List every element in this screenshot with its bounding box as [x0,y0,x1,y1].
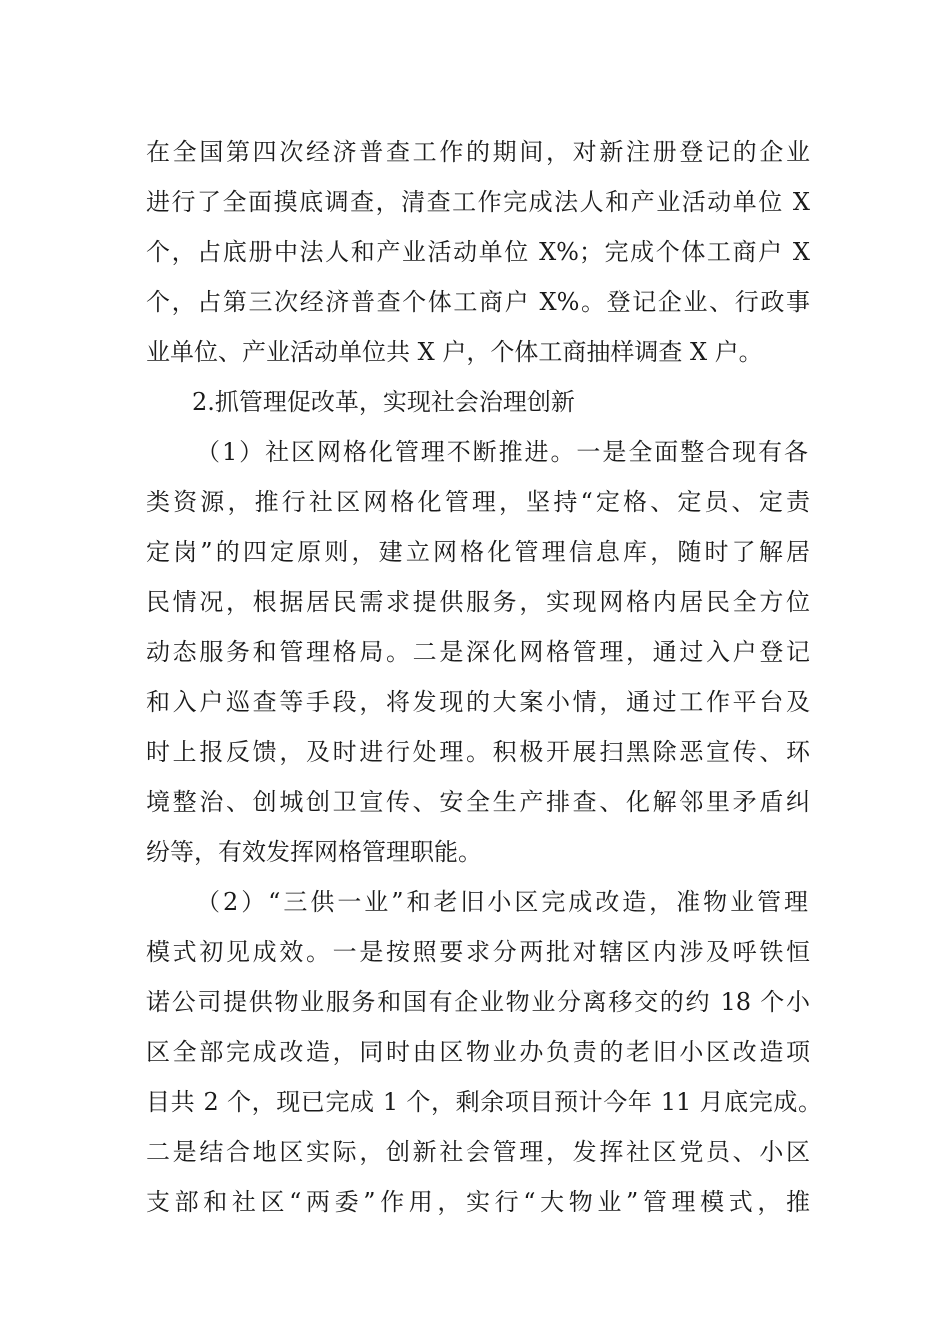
text-line: 进行了全面摸底调查，清查工作完成法人和产业活动单位 X [146,188,810,216]
text-line: 境整治、创城创卫宣传、安全生产排查、化解邻里矛盾纠 [146,788,810,816]
section-heading: 2.抓管理促改革，实现社会治理创新 [192,388,575,416]
text-line: 动态服务和管理格局。二是深化网格管理，通过入户登记 [146,638,810,666]
text-line: 个，占底册中法人和产业活动单位 X%；完成个体工商户 X [146,238,810,266]
text-line: 个，占第三次经济普查个体工商户 X%。登记企业、行政事 [146,288,810,316]
text-line: 时上报反馈，及时进行处理。积极开展扫黑除恶宣传、环 [146,738,810,766]
text-line: 在全国第四次经济普查工作的期间，对新注册登记的企业 [146,138,810,166]
text-line: （2）“三供一业”和老旧小区完成改造，准物业管理 [196,888,808,916]
text-line: （1）社区网格化管理不断推进。一是全面整合现有各 [196,438,808,466]
text-line: 支部和社区“两委”作用，实行“大物业”管理模式，推 [146,1188,810,1216]
text-line: 区全部完成改造，同时由区物业办负责的老旧小区改造项 [146,1038,810,1066]
text-line: 类资源，推行社区网格化管理，坚持“定格、定员、定责 [146,488,810,516]
text-line: 模式初见成效。一是按照要求分两批对辖区内涉及呼铁恒 [146,938,810,966]
text-line: 目共 2 个，现已完成 1 个，剩余项目预计今年 11 月底完成。 [146,1088,822,1116]
text-line: 二是结合地区实际，创新社会管理，发挥社区党员、小区 [146,1138,810,1166]
text-line: 民情况，根据居民需求提供服务，实现网格内居民全方位 [146,588,810,616]
text-line: 定岗”的四定原则，建立网格化管理信息库，随时了解居 [146,538,810,566]
text-line: 业单位、产业活动单位共 X 户，个体工商抽样调查 X 户。 [146,338,763,366]
text-line: 诺公司提供物业服务和国有企业物业分离移交的约 18 个小 [146,988,810,1016]
text-line: 和入户巡查等手段，将发现的大案小情，通过工作平台及 [146,688,810,716]
text-line: 纷等，有效发挥网格管理职能。 [146,838,482,866]
